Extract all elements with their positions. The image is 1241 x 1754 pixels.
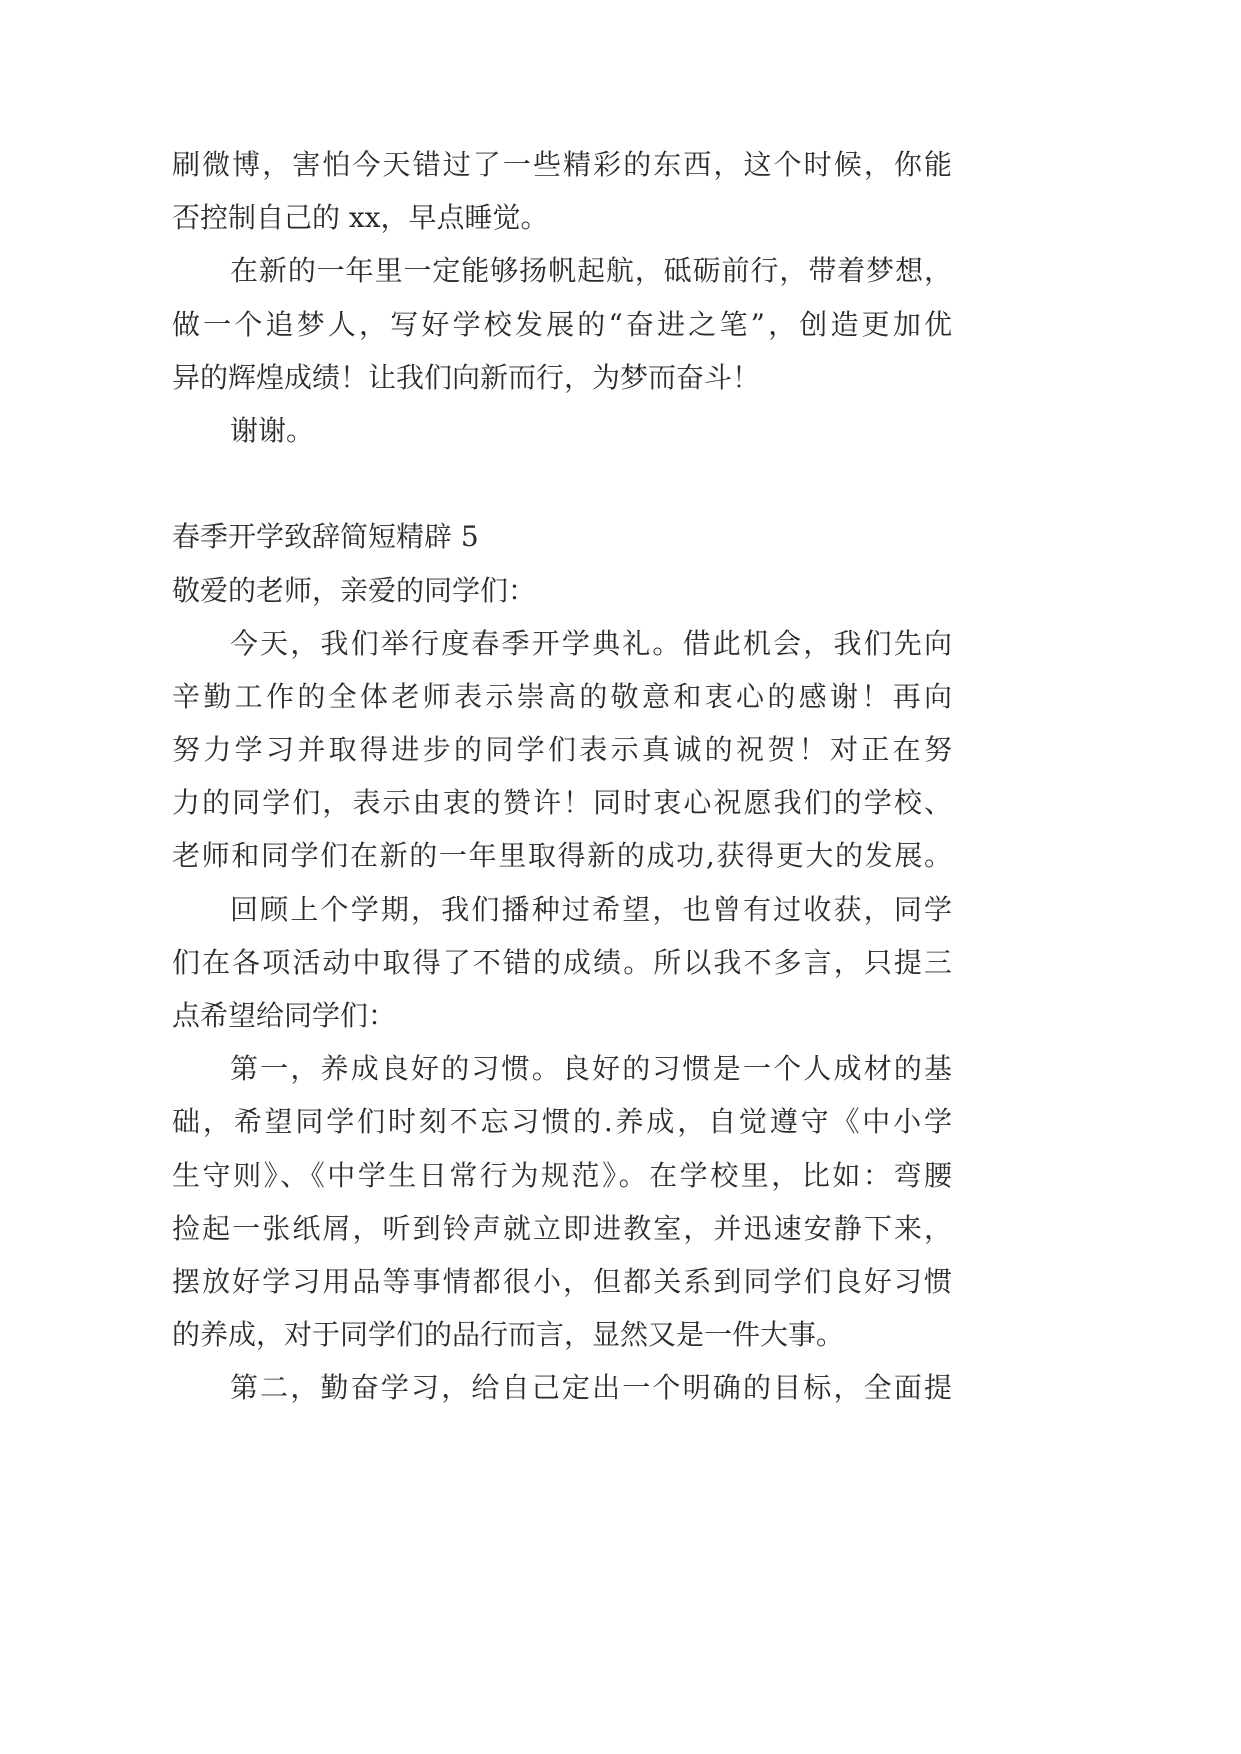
paragraph-line: 谢谢。 xyxy=(230,413,315,447)
paragraph-line: 的养成，对于同学们的品行而言，显然又是一件大事。 xyxy=(172,1318,845,1352)
paragraph xyxy=(172,1361,952,1414)
paragraph-line: 捡起一张纸屑，听到铃声就立即进教室，并迅速安静下来， xyxy=(172,1211,952,1245)
paragraph-line: 在新的一年里一定能够扬帆起航，砥砺前行，带着梦想， xyxy=(230,254,952,288)
paragraph-line: 第二，勤奋学习，给自己定出一个明确的目标，全面提 xyxy=(230,1371,952,1405)
section-spacer xyxy=(172,457,952,510)
salutation: 敬爱的老师，亲爱的同学们： xyxy=(172,573,537,607)
paragraph-line: 摆放好学习用品等事情都很小，但都关系到同学们良好习惯 xyxy=(172,1264,952,1298)
paragraph xyxy=(172,1042,952,1361)
paragraph-line: 础，希望同学们时刻不忘习惯的.养成，自觉遵守《中小学 xyxy=(172,1105,952,1139)
paragraph-line: 力的同学们，表示由衷的赞许！同时衷心祝愿我们的学校、 xyxy=(172,786,952,820)
paragraph-line: 做一个追梦人，写好学校发展的“奋进之笔”，创造更加优 xyxy=(172,307,952,341)
paragraph-line: 刷微博，害怕今天错过了一些精彩的东西，这个时候，你能 xyxy=(172,148,952,181)
paragraph xyxy=(172,883,952,1043)
paragraph xyxy=(172,244,952,404)
paragraph-line: 否控制自己的 xx，早点睡觉。 xyxy=(172,201,549,235)
paragraph-line: 努力学习并取得进步的同学们表示真诚的祝贺！对正在努 xyxy=(172,733,952,767)
paragraph xyxy=(172,617,952,883)
paragraph-line: 点希望给同学们： xyxy=(172,999,397,1032)
section-title: 春季开学致辞简短精辟 5 xyxy=(172,520,479,554)
paragraph-line: 老师和同学们在新的一年里取得新的成功,获得更大的发展。 xyxy=(172,839,952,873)
paragraph xyxy=(172,404,952,457)
document-body xyxy=(172,138,952,1415)
paragraph-line: 异的辉煌成绩！让我们向新而行，为梦而奋斗！ xyxy=(172,360,761,394)
paragraph-line: 生守则》、《中学生日常行为规范》。在学校里，比如：弯腰 xyxy=(172,1158,952,1192)
paragraph xyxy=(172,138,952,244)
paragraph-line: 第一，养成良好的习惯。良好的习惯是一个人成材的基 xyxy=(230,1052,952,1086)
paragraph-line: 今天，我们举行度春季开学典礼。借此机会，我们先向 xyxy=(230,626,952,660)
paragraph-line: 回顾上个学期，我们播种过希望，也曾有过收获，同学 xyxy=(230,892,952,926)
paragraph-line: 们在各项活动中取得了不错的成绩。所以我不多言，只提三 xyxy=(172,945,952,979)
paragraph-line: 辛勤工作的全体老师表示崇高的敬意和衷心的感谢！再向 xyxy=(172,679,952,713)
